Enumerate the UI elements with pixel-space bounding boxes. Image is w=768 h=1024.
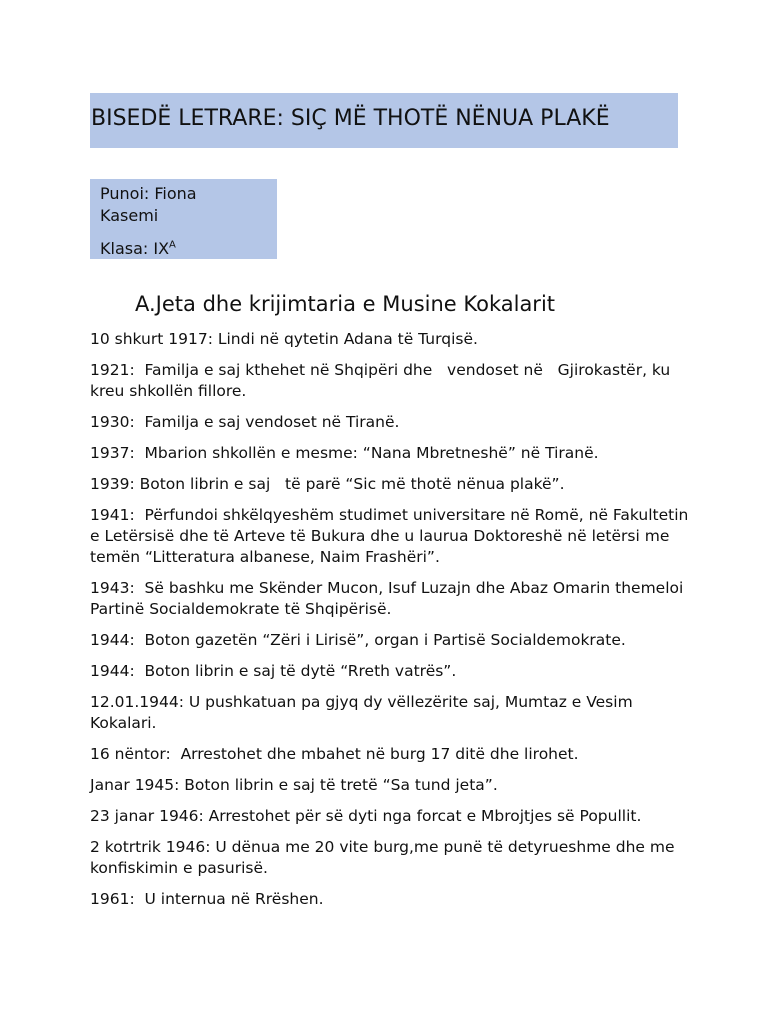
timeline-list <box>90 329 694 920</box>
document-title: BISEDË LETRARE: SIÇ MË THOTË NËNUA PLAKË <box>91 106 610 131</box>
timeline-entry: Janar 1945: Boton librin e saj të tretë “Sa tund jeta”. <box>90 776 498 794</box>
timeline-entry: 10 shkurt 1917: Lindi në qytetin Adana të Turqisë. <box>90 330 478 348</box>
author-line-1: Punoi: Fiona <box>100 184 197 203</box>
timeline-entry: 1939: Boton librin e saj të parë “Sic më thotë nënua plakë”. <box>90 475 565 493</box>
section-heading: A.Jeta dhe krijimtaria e Musine Kokalarit <box>135 292 556 316</box>
timeline-entry: 2 kotrtrik 1946: U dënua me 20 vite burg,me punë të detyrueshme dhe me konfiskimin e pasurisë. <box>90 838 680 877</box>
timeline-entry: 1943: Së bashku me Skënder Mucon, Isuf Luzajn dhe Abaz Omarin themeloi Partinë Socialdemokrate të Shqipërisë. <box>90 579 689 618</box>
timeline-entry: 16 nëntor: Arrestohet dhe mbahet në burg 17 ditë dhe lirohet. <box>90 745 579 763</box>
author-class-superscript: A <box>169 239 176 251</box>
timeline-entry: 1941: Përfundoi shkëlqyeshëm studimet universitare në Romë, në Fakultetin e Letërsisë dhe të Arteve të Bukura dhe u laurua Doktoreshë në letërsi me temën “Litteratura albanese, Naim Frashëri”. <box>90 506 694 566</box>
timeline-entry: 1930: Familja e saj vendoset në Tiranë. <box>90 413 400 431</box>
timeline-entry: 1961: U internua në Rrëshen. <box>90 890 324 908</box>
author-line-2: Kasemi <box>100 206 159 225</box>
author-info-box <box>90 179 277 259</box>
author-class-label: Klasa: IX <box>100 239 170 258</box>
timeline-entry: 1937: Mbarion shkollën e mesme: “Nana Mbretneshë” në Tiranë. <box>90 444 599 462</box>
timeline-entry: 1944: Boton librin e saj të dytë “Rreth vatrës”. <box>90 662 457 680</box>
title-banner <box>90 93 678 148</box>
timeline-entry: 1921: Familja e saj kthehet në Shqipëri dhe vendoset në Gjirokastër, ku kreu shkollën fillore. <box>90 361 676 400</box>
timeline-entry: 1944: Boton gazetën “Zëri i Lirisë”, organ i Partisë Socialdemokrate. <box>90 631 626 649</box>
timeline-entry: 23 janar 1946: Arrestohet për së dyti nga forcat e Mbrojtjes së Popullit. <box>90 807 642 825</box>
author-class <box>100 238 267 259</box>
timeline-entry: 12.01.1944: U pushkatuan pa gjyq dy vëllezërite saj, Mumtaz e Vesim Kokalari. <box>90 693 638 732</box>
